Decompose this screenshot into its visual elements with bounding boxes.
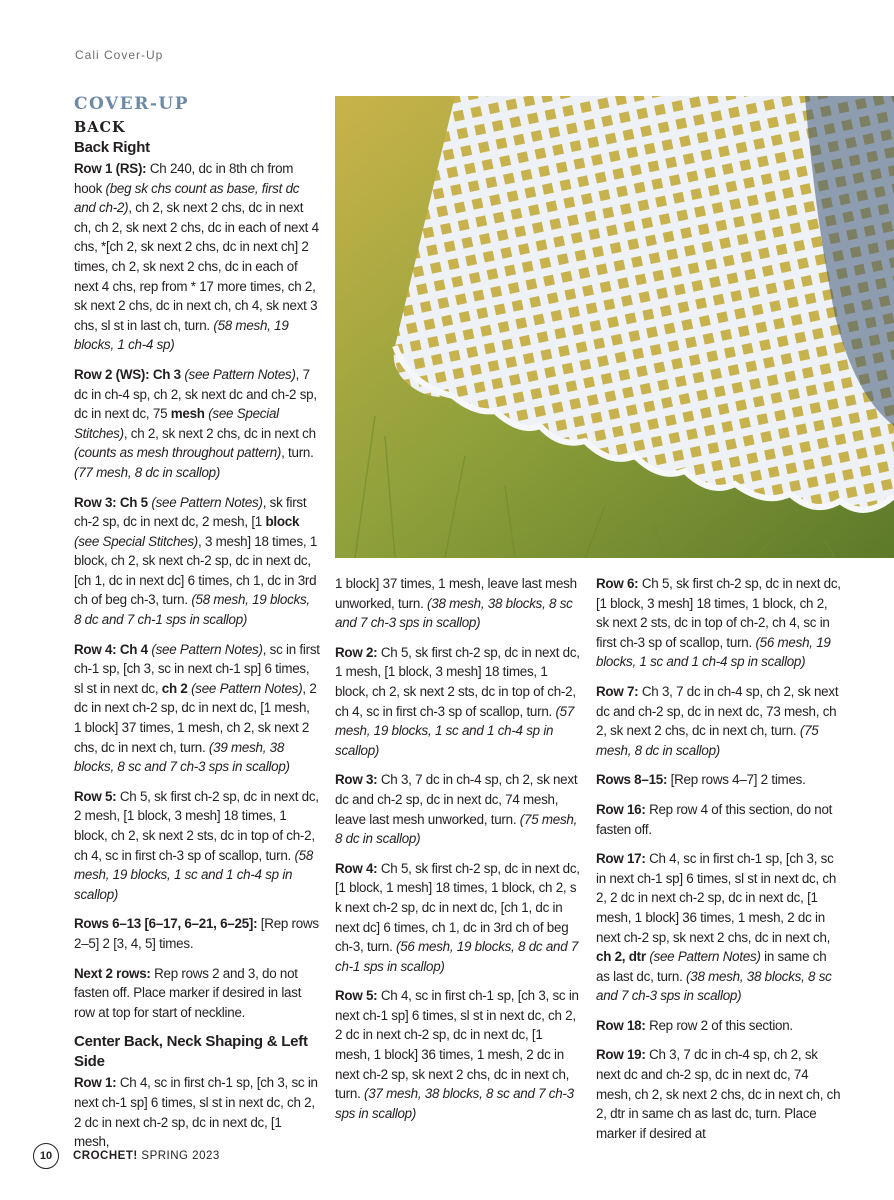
- pattern-paragraph: Row 1 (RS): Ch 240, dc in 8th ch from hook (beg sk chs count as base, first dc and ch-2), ch 2, sk next 2 chs, dc in next ch, ch 2, sk next 2 chs, dc in each of next 4 chs, *[ch 2, sk next 2 chs, dc in next ch] 2 times, ch 2, sk next 2 chs, dc in each of next 4 chs, rep from * 17 more times, ch 2, sk next 2 chs, dc in next ch, ch 4, sk next 3 chs, sl st in last ch, turn. (58 mesh, 19 blocks, 1 ch-4 sp): [74, 161, 319, 353]
- back-right-title: Back Right: [74, 139, 150, 156]
- col1-paragraphs: [74, 159, 320, 1022]
- pattern-paragraph: Row 4: Ch 4 (see Pattern Notes), sc in first ch-1 sp, [ch 3, sc in next ch-1 sp] 6 times, sl st in next dc, ch 2 (see Pattern Notes), 2 dc in next ch-2 sp, dc in next dc, [1 mesh, 1 block] 37 times, 1 mesh, ch 2, sk next 2 chs, dc in next ch, turn. (39 mesh, 38 blocks, 8 sc and 7 ch-3 sps in scallop): [74, 641, 320, 775]
- pattern-paragraph: Next 2 rows: Rep rows 2 and 3, do not fasten off. Place marker if desired in last row at top for start of neckline.: [74, 965, 302, 1020]
- pattern-paragraph: Row 7: Ch 3, 7 dc in ch-4 sp, ch 2, sk next dc and ch-2 sp, dc in next dc, 73 mesh, ch 2, sk next 2 chs, dc in next ch, turn. (75 mesh, 8 dc in scallop): [596, 683, 839, 758]
- back-title: BACK: [74, 119, 126, 136]
- pattern-paragraph: Row 2: Ch 5, sk first ch-2 sp, dc in next dc, 1 mesh, [1 block, 3 mesh] 18 times, 1 block, ch 2, sk next 2 sts, dc in top of ch-2, ch 4, sc in first ch-3 sp of scallop, turn. (57 mesh, 19 blocks, 1 sc and 1 ch-4 sp in scallop): [335, 644, 580, 758]
- pattern-paragraph: Row 5: Ch 4, sc in first ch-1 sp, [ch 3, sc in next ch-1 sp] 6 times, sl st in next dc, ch 2, 2 dc in next ch-2 sp, dc in next dc, [1 mesh, 1 block] 36 times, 1 mesh, 2 dc in next ch-2 sp, sk next 2 chs, dc in next ch, turn. (37 mesh, 38 blocks, 8 sc and 7 ch-3 sps in scallop): [335, 988, 579, 1121]
- page-number: 10: [33, 1143, 59, 1169]
- pattern-paragraph: Row 18: Rep row 2 of this section.: [596, 1017, 793, 1033]
- issue-label: SPRING 2023: [137, 1150, 220, 1162]
- magazine-name: CROCHET!: [73, 1150, 138, 1162]
- col2-paragraphs: [335, 574, 580, 1123]
- pattern-paragraph: Rows 8–15: [Rep rows 4–7] 2 times.: [596, 772, 806, 788]
- pattern-paragraph: Row 16: Rep row 4 of this section, do not fasten off.: [596, 801, 833, 837]
- column-2: [335, 574, 580, 1133]
- pattern-paragraph: Row 3: Ch 3, 7 dc in ch-4 sp, ch 2, sk next dc and ch-2 sp, dc in next dc, 74 mesh, leave last mesh unworked, turn. (75 mesh, 8 dc in scallop): [335, 772, 578, 847]
- crochet-lace-photo: [335, 96, 894, 558]
- column-3: [596, 574, 841, 1153]
- column-1: [74, 92, 320, 1162]
- magazine-credit: [73, 1150, 220, 1162]
- running-head: Cali Cover-Up: [75, 48, 164, 62]
- section-title: COVER-UP: [74, 94, 189, 114]
- pattern-paragraph: Row 2 (WS): Ch 3 (see Pattern Notes), 7 dc in ch-4 sp, ch 2, sk next dc and ch-2 sp, dc in next dc, 75 mesh (see Special Stitches), ch 2, sk next 2 chs, dc in next ch (counts as mesh throughout pattern), turn. (77 mesh, 8 dc in scallop): [74, 366, 317, 480]
- neck-shaping-title: Center Back, Neck Shaping & Left Side: [74, 1033, 308, 1071]
- pattern-paragraph: Row 5: Ch 5, sk first ch-2 sp, dc in next dc, 2 mesh, [1 block, 3 mesh] 18 times, 1 block, ch 2, sk next 2 sts, dc in top of ch-2, ch 4, sc in first ch-3 sp of scallop, turn. (58 mesh, 19 blocks, 1 sc and 1 ch-4 sp in scallop): [74, 788, 319, 902]
- pattern-paragraph: Row 3: Ch 5 (see Pattern Notes), sk first ch-2 sp, dc in next dc, 2 mesh, [1 block (see Special Stitches), 3 mesh] 18 times, 1 block, ch 2, sk next ch-2 sp, dc in next dc, [ch 1, dc in next dc] 6 times, ch 1, dc in 3rd ch of beg ch-3, turn. (58 mesh, 19 blocks, 8 dc and 7 ch-1 sps in scallop): [74, 494, 318, 628]
- col3-paragraphs: [596, 574, 841, 1143]
- pattern-paragraph: Rows 6–13 [6–17, 6–21, 6–25]: [Rep rows 2–5] 2 [3, 4, 5] times.: [74, 916, 319, 951]
- footer: [33, 1142, 220, 1170]
- neck-row1-paragraph: Row 1: Ch 4, sc in first ch-1 sp, [ch 3, sc in next ch-1 sp] 6 times, sl st in next dc, ch 2, 2 dc in next ch-2 sp, dc in next dc, [1 mesh,: [74, 1075, 318, 1150]
- pattern-paragraph: Row 4: Ch 5, sk first ch-2 sp, dc in next dc, [1 block, 1 mesh] 18 times, 1 block, ch 2, s k next ch-2 sp, dc in next dc, [ch 1, dc in next dc] 6 times, ch 1, dc in 3rd ch of beg ch-3, turn. (56 mesh, 19 blocks, 8 dc and 7 ch-1 sps in scallop): [335, 860, 580, 974]
- pattern-paragraph: Row 17: Ch 4, sc in first ch-1 sp, [ch 3, sc in next ch-1 sp] 6 times, sl st in next dc, ch 2, 2 dc in next ch-2 sp, dc in next dc, [1 mesh, 1 block] 36 times, 1 mesh, 2 dc in next ch-2 sp, sk next 2 chs, dc in next ch, ch 2, dtr (see Pattern Notes) in same ch as last dc, turn. (38 mesh, 38 blocks, 8 sc and 7 ch-3 sps in scallop): [596, 851, 837, 1004]
- pattern-paragraph: Row 19: Ch 3, 7 dc in ch-4 sp, ch 2, sk next dc and ch-2 sp, dc in next dc, 74 mesh, ch 2, sk next 2 chs, dc in next ch, ch 2, dtr in same ch as last dc, turn. Place marker if desired at: [596, 1047, 841, 1141]
- pattern-paragraph: Row 6: Ch 5, sk first ch-2 sp, dc in next dc, [1 block, 3 mesh] 18 times, 1 block, ch 2, sk next 2 sts, dc in top of ch-2, ch 4, sc in first ch-3 sp of scallop, turn. (56 mesh, 19 blocks, 1 sc and 1 ch-4 sp in scallop): [596, 576, 841, 670]
- pattern-paragraph: 1 block] 37 times, 1 mesh, leave last mesh unworked, turn. (38 mesh, 38 blocks, 8 sc and 7 ch-3 sps in scallop): [335, 576, 577, 631]
